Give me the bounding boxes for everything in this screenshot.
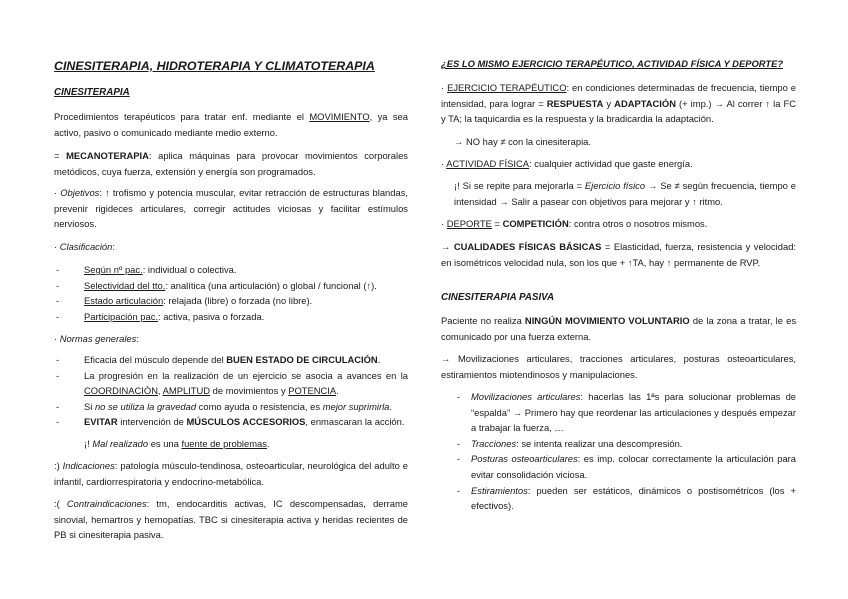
- clasificacion-heading: · Clasificación:: [54, 241, 115, 252]
- list-item: - Estiramientos: pueden ser estáticos, dinámicos o postisométricos (los + efectivos).: [457, 483, 796, 514]
- contraindicaciones-paragraph: :( Contraindicaciones: tm, endocarditis activas, IC descompensadas, derrame sinovial, hemartros y hemopatías. TBC si cinesiterapia activa y heridas recientes de PB si cinesiterapia pasiva.: [54, 498, 408, 541]
- list-item: - Si no se utiliza la gravedad como ayuda o resistencia, es mejor suprimirla.: [54, 399, 408, 415]
- list-item: - Estado articulación: relajada (libre) o forzada (no libre).: [54, 293, 408, 309]
- intro-paragraph: Procedimientos terapéuticos para tratar enf. mediante el MOVIMIENTO, ya sea activo, pasivo o comunicado mediante medio externo.: [54, 111, 408, 138]
- list-item: - La progresión en la realización de un ejercicio se asocia a avances en la COORDINACIÓN, AMPLITUD de movimientos y POTENCIA.: [54, 368, 408, 399]
- section-title-pasiva: CINESITERAPIA PASIVA: [441, 292, 555, 303]
- list-item: - Participación pac.: activa, pasiva o forzada.: [54, 309, 408, 325]
- list-item: - Según nº pac.: individual o colectiva.: [54, 262, 408, 278]
- normas-heading: · Normas generales:: [54, 333, 139, 344]
- cualidades-paragraph: → CUALIDADES FÍSICAS BÁSICAS = Elasticidad, fuerza, resistencia y velocidad: en isométricos velocidad nula, son los que + ↑TA, hay ↑ permanente de RVP.: [441, 241, 797, 268]
- normas-list: [54, 352, 408, 430]
- question-heading: ¿ES LO MISMO EJERCICIO TERAPÉUTICO, ACTIVIDAD FÍSICA Y DEPORTE?: [441, 58, 784, 69]
- repite-note: ¡! Si se repite para mejorarla = Ejercicio físico → Se ≠ según frecuencia, tiempo e intensidad → Salir a pasear con objetivos para mejorar y ↑ ritmo.: [454, 180, 796, 207]
- warning-note: ¡! Mal realizado es una fuente de problemas.: [84, 438, 270, 449]
- list-item: - Posturas osteoarticulares: es imp. colocar correctamente la articulación para evitar consolidación viciosa.: [457, 451, 796, 482]
- list-item: - Movilizaciones articulares: hacerlas las 1ªs para solucionar problemas de “espalda” → Primero hay que reordenar las articulaciones y después empezar a trabajar la fuerza, …: [457, 389, 796, 436]
- list-item: - EVITAR intervención de MÚSCULOS ACCESORIOS, enmascaran la acción.: [54, 414, 408, 430]
- mecanoterapia-paragraph: = MECANOTERAPIA: aplica máquinas para provocar movimientos corporales metódicos, cuya fuerza, extensión y energía son programados.: [54, 150, 408, 177]
- list-item: - Eficacia del músculo depende del BUEN ESTADO DE CIRCULACIÓN.: [54, 352, 408, 368]
- ejercicio-terapeutico-paragraph: · EJERCICIO TERAPÉUTICO: en condiciones determinadas de frecuencia, tiempo e intensidad, para lograr = RESPUESTA y ADAPTACIÓN (+ imp.) → Al correr ↑ la FC y TA; la taquicardia es la respuesta y la bradicardia la adaptación.: [441, 82, 796, 125]
- objetivos-paragraph: · Objetivos: ↑ trofismo y potencia muscular, evitar retracción de estructuras blandas, prevenir rigideces articulares, corregir actitudes viciosas y facilitar estímulos nerviosos.: [54, 187, 408, 230]
- indicaciones-paragraph: :) Indicaciones: patología músculo-tendinosa, osteoarticular, neurológica del adulto e infantil, cardiorrespiratoria y endocrino-metabólica.: [54, 460, 408, 487]
- movilizaciones-paragraph: → Movilizaciones articulares, tracciones articulares, posturas osteoarticulares, estiramientos miotendinosos y manipulaciones.: [441, 353, 796, 380]
- list-item: - Tracciones: se intenta realizar una descompresión.: [457, 436, 796, 452]
- paciente-paragraph: Paciente no realiza NINGÚN MOVIMIENTO VOLUNTARIO de la zona a tratar, le es comunicado por una fuerza externa.: [441, 315, 797, 342]
- pasiva-list: [457, 389, 796, 514]
- deporte-paragraph: · DEPORTE = COMPETICIÓN: contra otros o nosotros mismos.: [441, 218, 708, 229]
- section-title-cinesiterapia: CINESITERAPIA: [54, 87, 130, 98]
- clasificacion-list: [54, 262, 408, 324]
- no-hay-note: → NO hay ≠ con la cinesiterapia.: [454, 136, 591, 147]
- actividad-fisica-paragraph: · ACTIVIDAD FÍSICA: cualquier actividad que gaste energía.: [441, 158, 693, 169]
- list-item: - Selectividad del tto.: analítica (una articulación) o global / funcional (↑).: [54, 278, 408, 294]
- page-title: CINESITERAPIA, HIDROTERAPIA Y CLIMATOTERAPIA: [54, 59, 375, 73]
